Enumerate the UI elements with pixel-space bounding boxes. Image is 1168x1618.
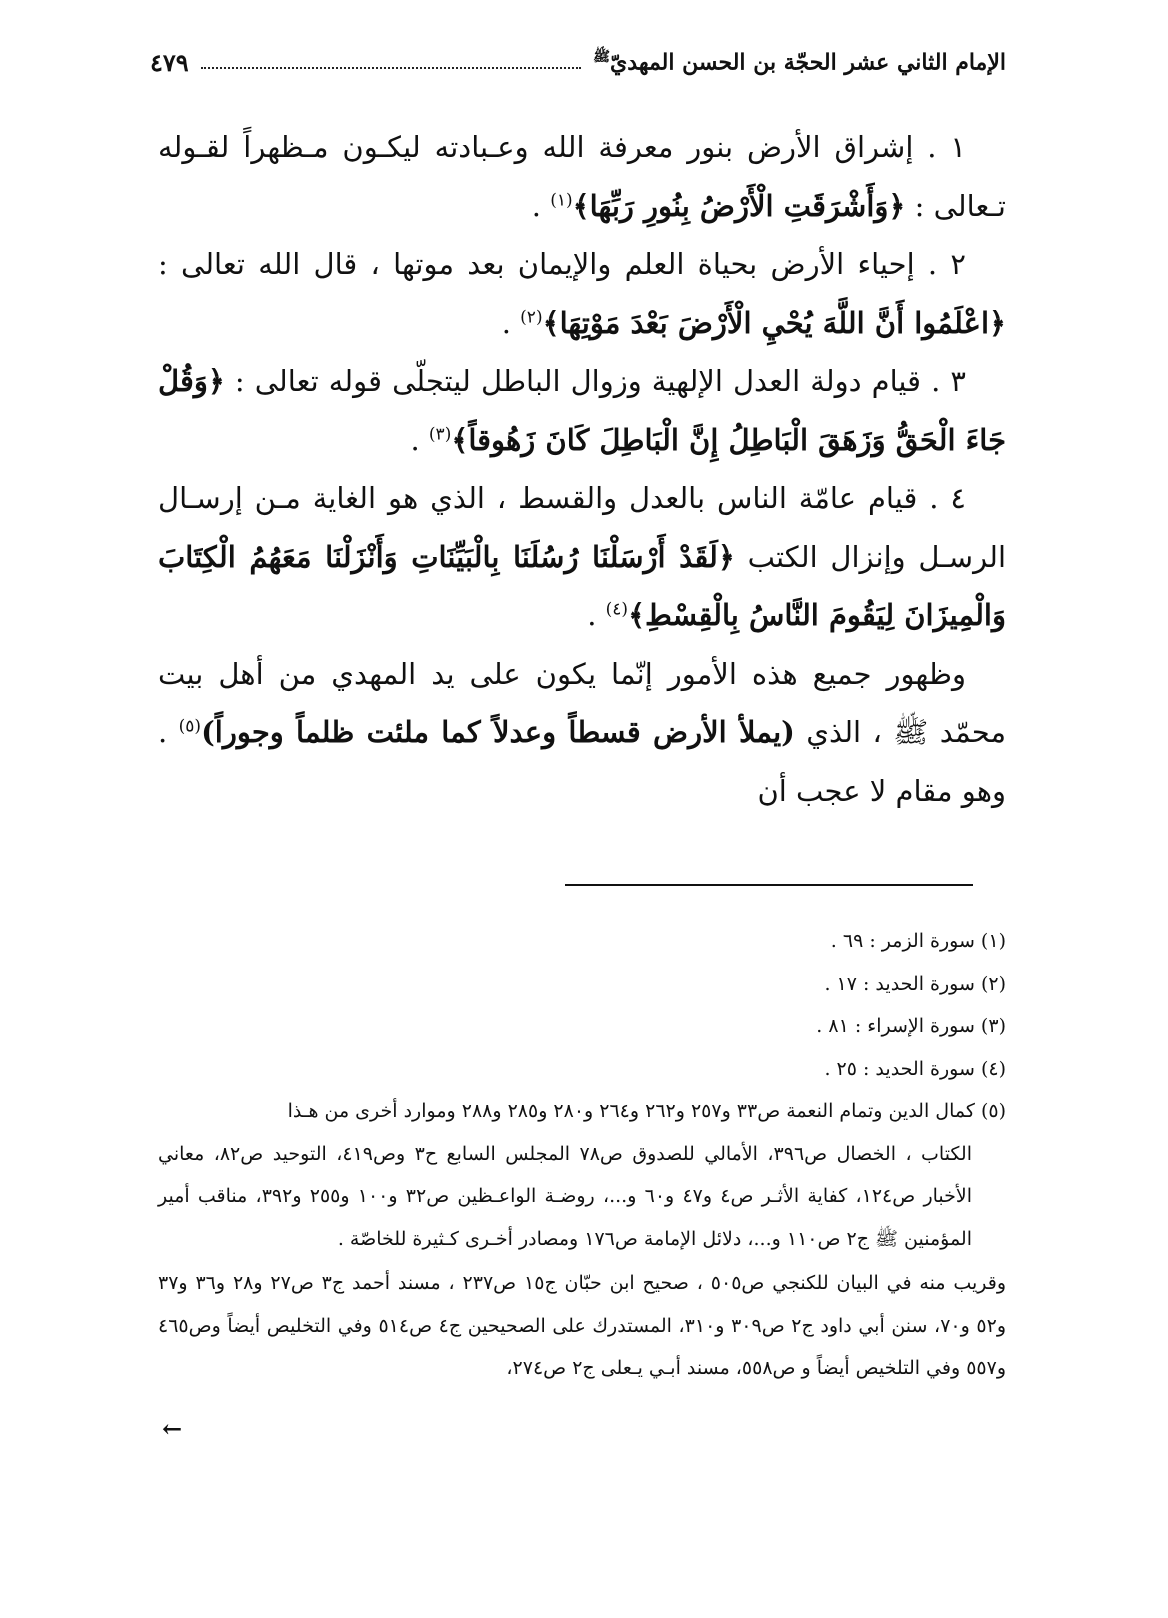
footnotes	[158, 920, 1006, 1390]
footnote-ref-1: (١)	[550, 189, 573, 210]
page-number: ٤٧٩	[150, 47, 189, 77]
footnote-ref-3: (٣)	[428, 423, 452, 444]
hadith-quote: (يملأ الأرض قسطاً وعدلاً كما ملئت ظلماً وجوراً)	[201, 715, 795, 749]
quran-verse-4: ﴿لَقَدْ أَرْسَلْنَا رُسُلَنَا بِالْبَيِّنَاتِ وَأَنْزَلْنَا مَعَهُمُ الْكِتَابَ وَالْمِيزَانَ لِيَقُومَ النَّاسُ بِالْقِسْطِ﴾	[158, 539, 1006, 632]
page-header	[150, 42, 1006, 82]
footnote-separator	[565, 884, 973, 886]
footnote-1: (١) سورة الزمر : ٦٩ .	[830, 930, 1006, 952]
quran-verse-2: ﴿اعْلَمُوا أَنَّ اللَّهَ يُحْيِ الْأَرْضَ بَعْدَ مَوْتِهَا﴾	[542, 305, 1006, 340]
paragraph-2: ٢ . إحياء الأرض بحياة العلم والإيمان بعد موتها ، قال الله تعالى : ﴿اعْلَمُوا أَنَّ اللَّهَ يُحْيِ الْأَرْضَ بَعْدَ مَوْتِهَا﴾$^{(٢)}$ .	[158, 247, 1006, 340]
main-text	[158, 118, 1006, 820]
continue-arrow-icon: ←	[162, 1414, 183, 1443]
honorific-glyph: ﷺ	[593, 49, 611, 66]
running-title: الإمام الثاني عشر الحجّة بن الحسن المهديّ$^ﷺ$	[593, 49, 1006, 76]
footnote-2: (٢) سورة الحديد : ١٧ .	[824, 972, 1006, 995]
paragraph-3: ٣ . قيام دولة العدل الإلهية وزوال الباطل ليتجلّى قوله تعالى : ﴿وَقُلْ جَاءَ الْحَقُّ وَزَهَقَ الْبَاطِلُ إِنَّ الْبَاطِلَ كَانَ زَهُوقاً﴾$^{(٣)}$ .	[158, 364, 1006, 457]
footnote-5-continuation: الكتاب ، الخصال ص٣٩٦، الأمالي للصدوق ص٧٨ المجلس السابع ح٣ وص٤١٩، التوحيد ص٨٢، معاني الأخبار ص١٢٤، كفاية الأثـر ص٤ و٤٧ و٦٠ و...، روضـة الواعـظين ص٣٢ و١٠٠ و٢٥٥ و٣٩٢، مناقب أمير المؤمنين ﷺ ج٢ ص١١٠ و...، دلائل الإمامة ص١٧٦ ومصادر أخـرى كـثيرة للخاصّة .	[158, 1142, 973, 1250]
paragraph-5: وظهور جميع هذه الأمور إنّما يكون على يد المهدي من أهل بيت محمّد ﷺ ، الذي (يملأ الأرض قسطاً وعدلاً كما ملئت ظلماً وجوراً)$^{(٥)}$ . وهو مقام لا عجب أن	[158, 656, 1006, 808]
footnote-ref-4: (٤)	[605, 599, 629, 620]
paragraph-1: ١ . إشراق الأرض بنور معرفة الله وعـبادته ليكـون مـظهراً لقـوله تـعالى : ﴿وَأَشْرَقَتِ الْأَرْضُ بِنُورِ رَبِّهَا﴾$^{(١)}$ .	[158, 130, 1006, 223]
footnote-4: (٤) سورة الحديد : ٢٥ .	[824, 1057, 1006, 1080]
quran-verse-3: ﴿وَقُلْ جَاءَ الْحَقُّ وَزَهَقَ الْبَاطِلُ إِنَّ الْبَاطِلَ كَانَ زَهُوقاً﴾	[158, 364, 1006, 457]
footnote-3: (٣) سورة الإسراء : ٨١ .	[816, 1015, 1006, 1037]
footnote-5-extra-sources: وقريب منه في البيان للكنجي ص٥٠٥ ، صحيح ابن حبّان ج١٥ ص٢٣٧ ، مسند أحمد ج٣ ص٢٧ و٢٨ و٣٦ و٣٧ و٥٢ و٧٠، سنن أبي داود ج٢ ص٣٠٩ و٣١٠، المستدرك على الصحيحين ج٤ ص٥١٤ وفي التخليص أيضاً وص٤٦٥ و٥٥٧ وفي التلخيص أيضاً و ص٥٥٨، مسند أبـي يـعلى ج٢ ص٢٧٤،	[158, 1272, 1007, 1379]
footnote-ref-2: (٢)	[520, 306, 543, 327]
footnote-ref-5: (٥)	[178, 716, 202, 737]
footnote-5-first-line: (٥) كمال الدين وتمام النعمة ص٣٣ و٢٥٧ و٢٦٢ و٢٦٤ و٢٨٠ و٢٨٥ و٢٨٨ وموارد أخرى من هـذا	[287, 1100, 1006, 1122]
dot-leader	[201, 67, 581, 69]
paragraph-4: ٤ . قيام عامّة الناس بالعدل والقسط ، الذي هو الغاية مـن إرسـال الرسـل وإنزال الكتب ﴿لَقَدْ أَرْسَلْنَا رُسُلَنَا بِالْبَيِّنَاتِ وَأَنْزَلْنَا مَعَهُمُ الْكِتَابَ وَالْمِيزَانَ لِيَقُومَ النَّاسُ بِالْقِسْطِ﴾$^{(٤)}$ .	[158, 481, 1007, 632]
quran-verse-1: ﴿وَأَشْرَقَتِ الْأَرْضُ بِنُورِ رَبِّهَا﴾	[572, 188, 906, 223]
